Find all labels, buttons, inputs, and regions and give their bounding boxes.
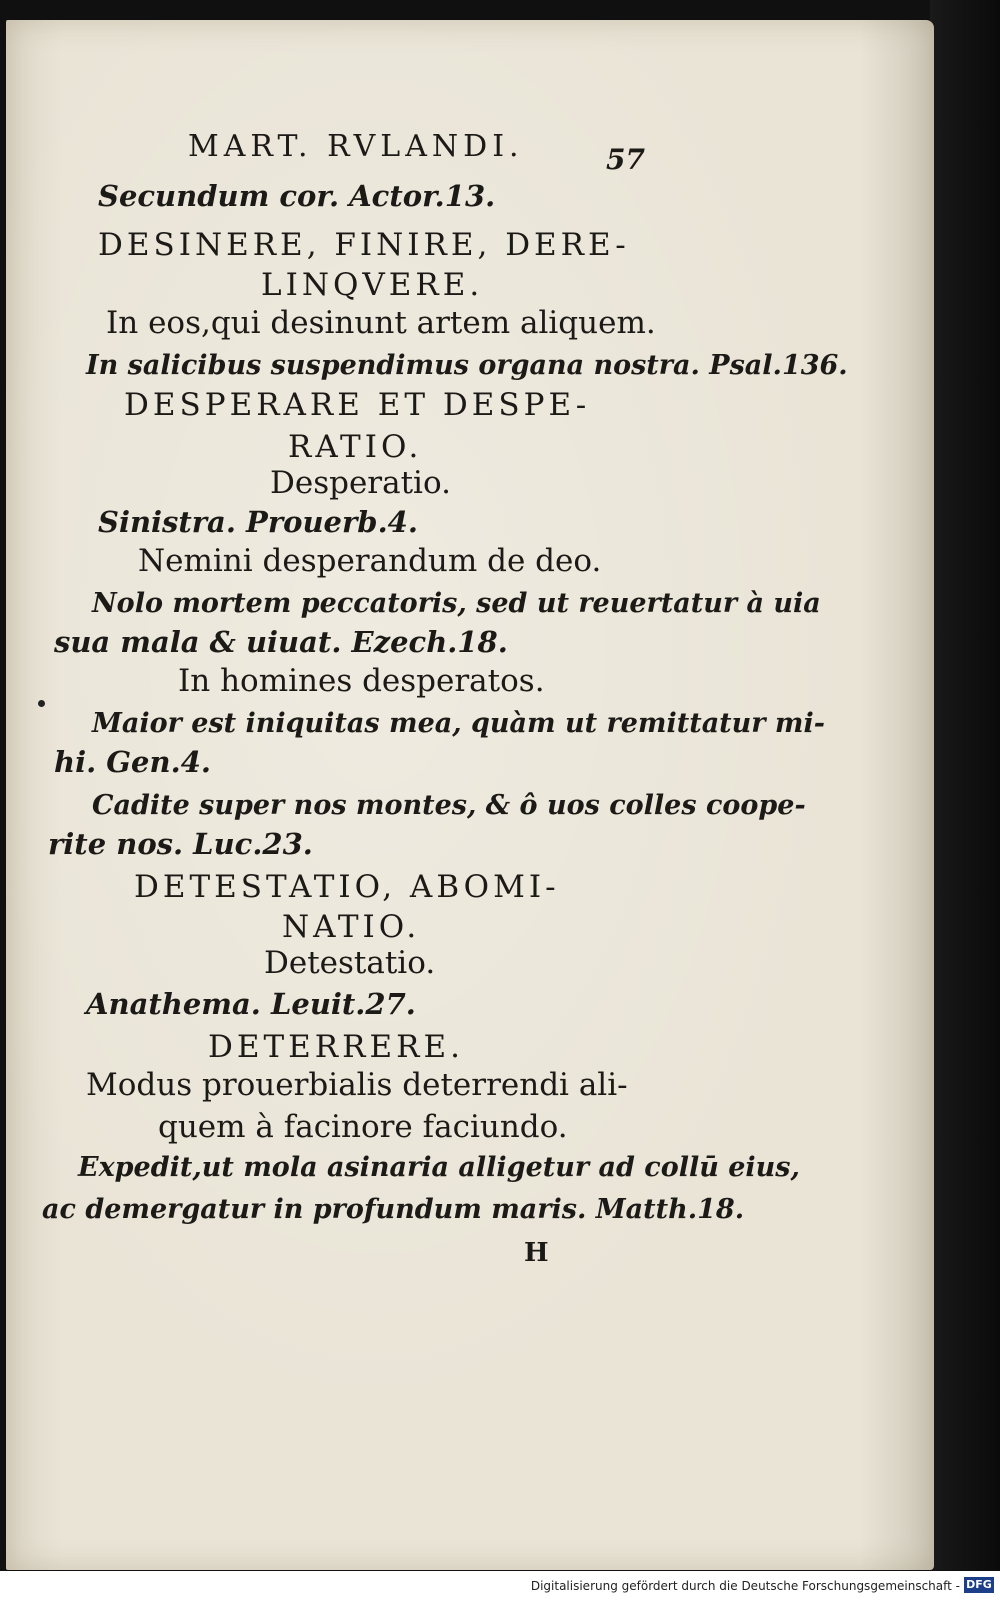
heading-line: DESINERE, FINIRE, DERE-: [98, 227, 630, 263]
text-line: Sinistra. Prouerb.4.: [98, 505, 418, 539]
text-line: In salicibus suspendimus organa nostra. Psal.136.: [86, 350, 848, 381]
text-line: Cadite super nos montes, & ô uos colles coope-: [92, 790, 806, 821]
subheading-line: In homines desperatos.: [178, 663, 545, 699]
text-line: Secundum cor. Actor.13.: [98, 179, 496, 213]
text-line: rite nos. Luc.23.: [48, 827, 313, 861]
text-line: Anathema. Leuit.27.: [86, 987, 416, 1021]
text-line: Maior est iniquitas mea, quàm ut remittatur mi-: [92, 708, 825, 739]
heading-line: DESPERARE ET DESPE-: [124, 387, 591, 423]
text-line: ac demergatur in profundum maris. Matth.18.: [42, 1194, 745, 1225]
text-line: Nolo mortem peccatoris, sed ut reuertatur à uia: [92, 588, 821, 619]
running-head: MART. RVLANDI.: [188, 129, 524, 164]
heading-line: LINQVERE.: [261, 267, 484, 303]
footer-credit: Digitalisierung gefördert durch die Deutsche Forschungsgemeinschaft -: [530, 1579, 960, 1593]
footer-bar: [0, 1571, 1000, 1601]
subheading-line: Desperatio.: [270, 465, 451, 501]
folio-number: 57: [606, 143, 645, 176]
book-page: [6, 20, 934, 1570]
dfg-logo: DFG: [964, 1577, 994, 1593]
subheading-line: In eos,qui desinunt artem aliquem.: [106, 305, 656, 341]
heading-line: NATIO.: [282, 909, 421, 945]
subheading-line: Nemini desperandum de deo.: [138, 543, 602, 579]
subheading-line: quem à facinore faciundo.: [158, 1109, 568, 1145]
heading-line: DETERRERE.: [208, 1029, 464, 1065]
subheading-line: Modus prouerbialis deterrendi ali-: [86, 1067, 628, 1103]
heading-line: RATIO.: [288, 429, 423, 465]
text-line: sua mala & uiuat. Ezech.18.: [54, 625, 508, 659]
signature-mark: H: [524, 1238, 549, 1268]
text-line: Expedit,ut mola asinaria alligetur ad collū eius,: [78, 1152, 800, 1183]
heading-line: DETESTATIO, ABOMI-: [134, 869, 560, 905]
book-spine-shadow: [930, 0, 1000, 1570]
ink-dot: [38, 700, 45, 707]
subheading-line: Detestatio.: [264, 945, 436, 981]
text-line: hi. Gen.4.: [54, 745, 211, 779]
